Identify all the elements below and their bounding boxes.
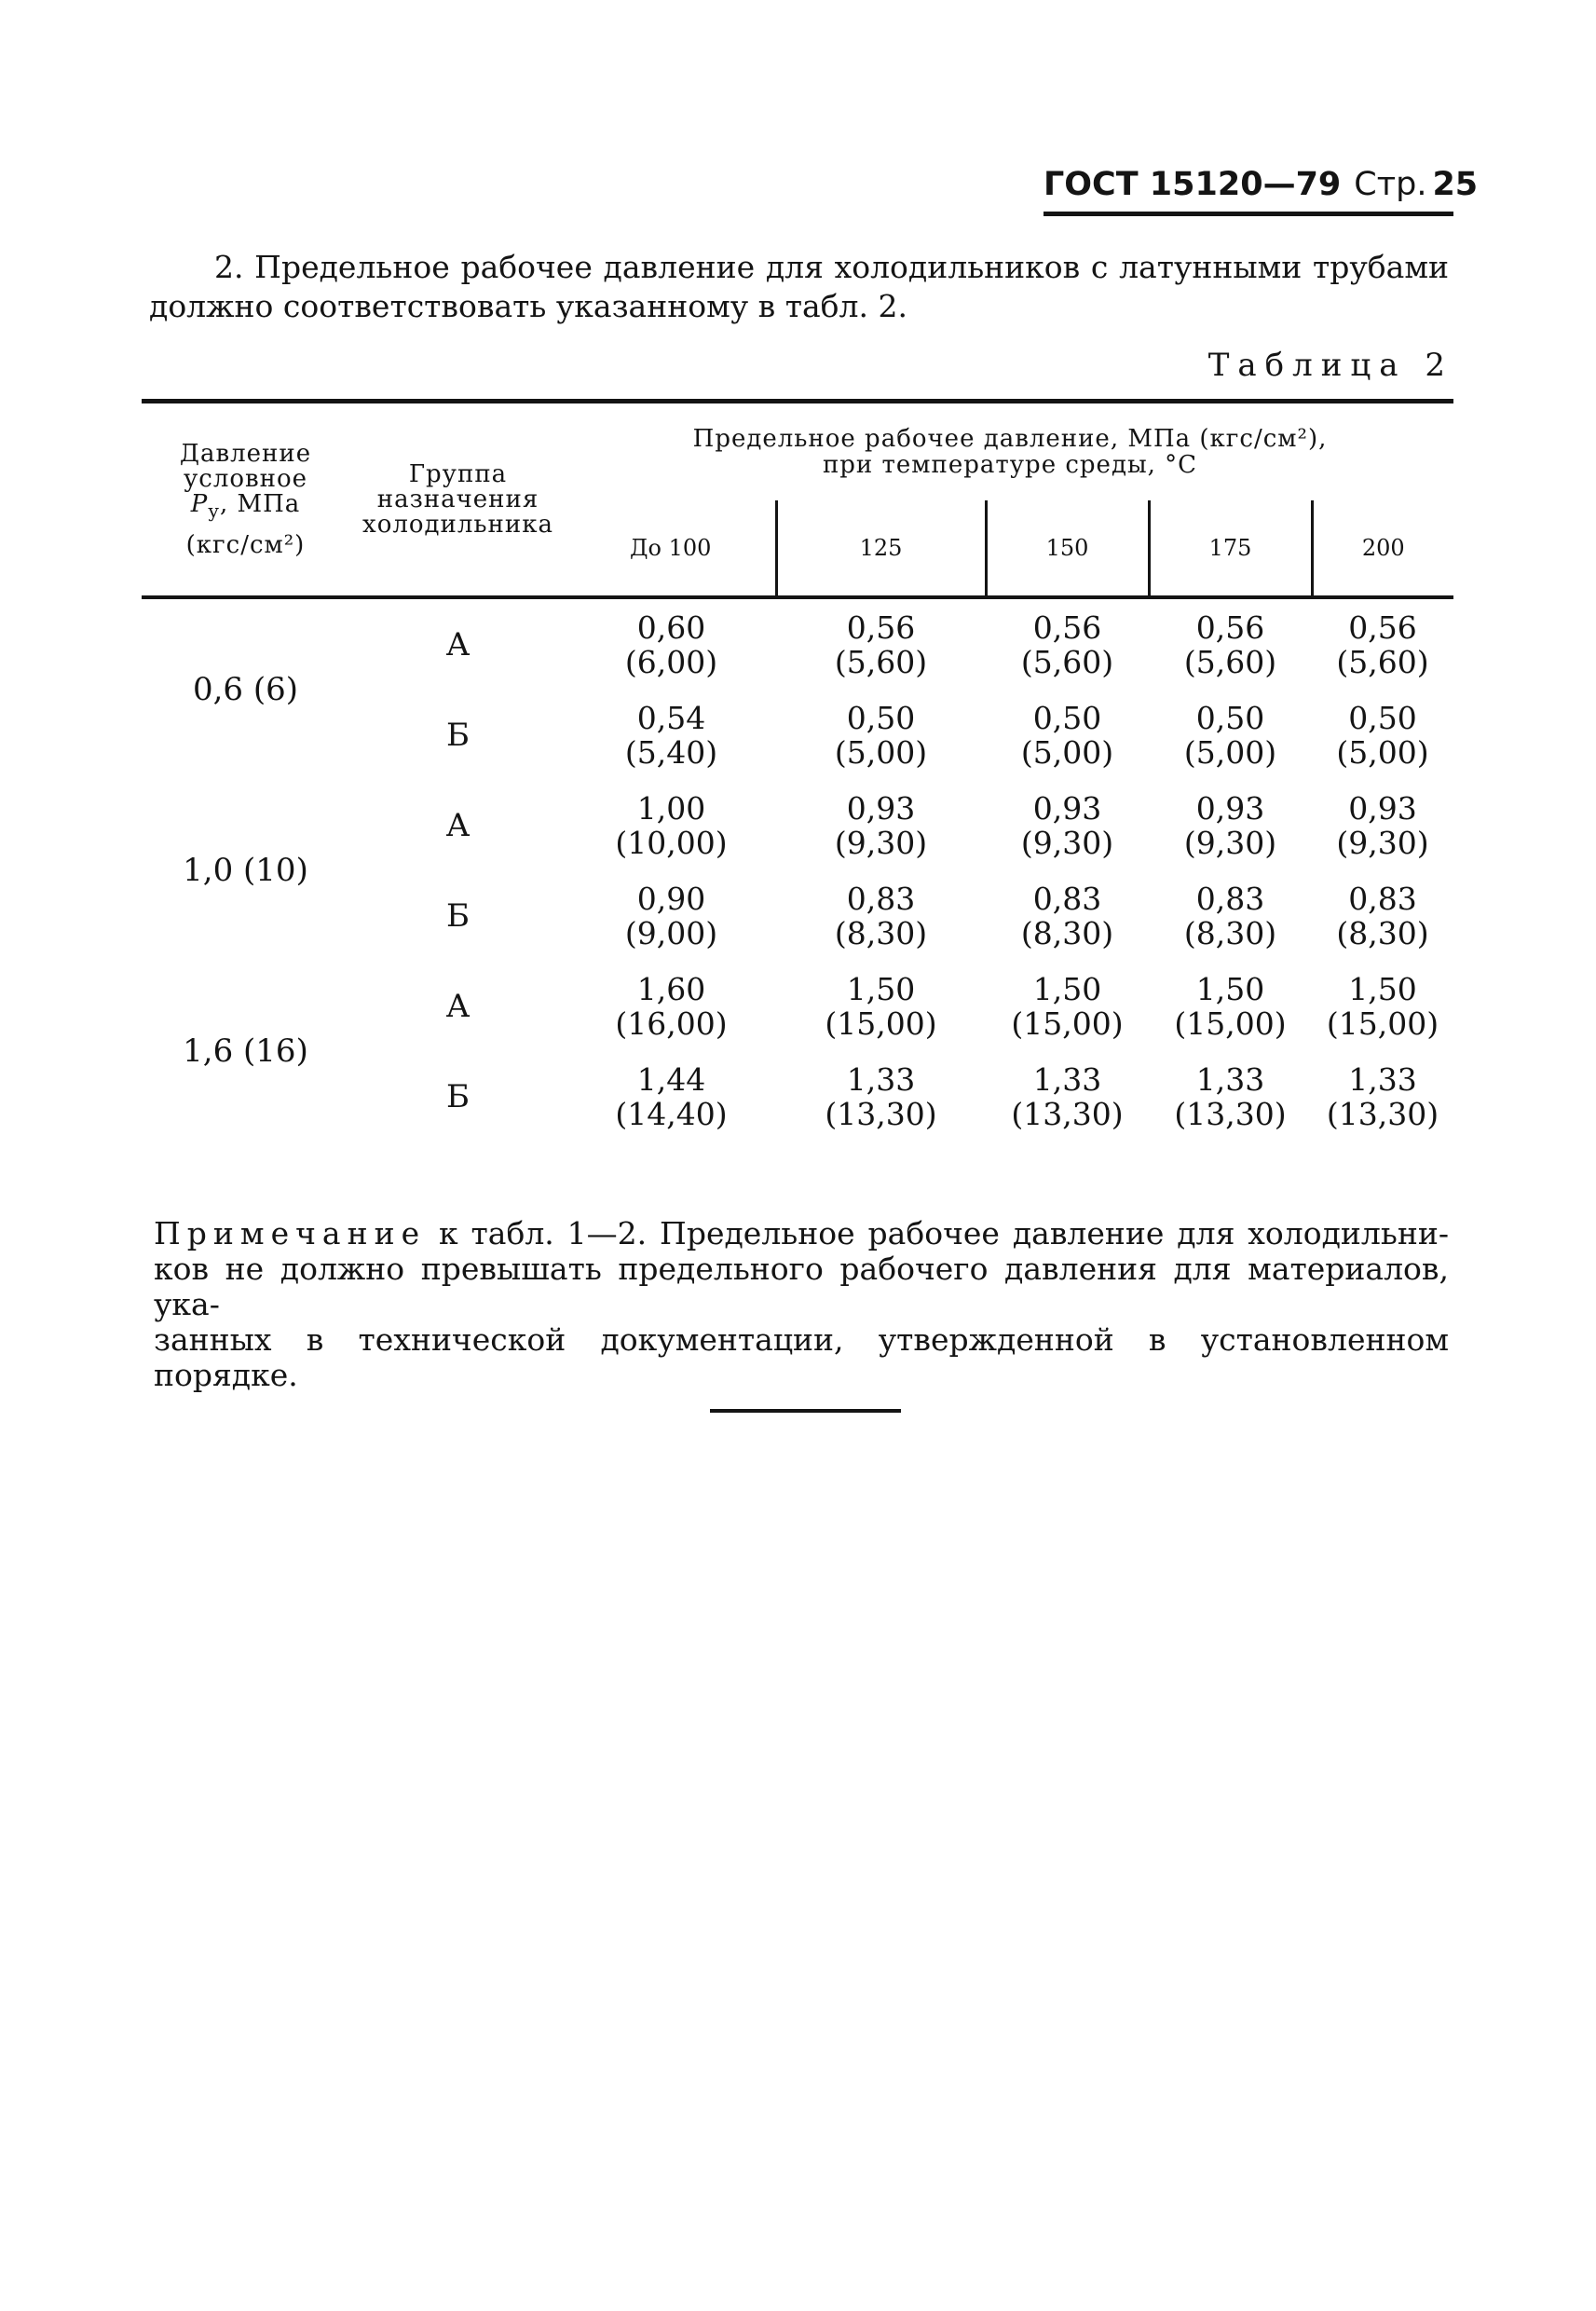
value-cell (566, 1051, 776, 1142)
page-number: 25 (1432, 166, 1479, 203)
value-kgf: (8,30) (1183, 914, 1277, 951)
group-cell: Б (446, 1077, 470, 1115)
value-cell (776, 780, 986, 870)
pressure-table (142, 399, 1453, 1142)
value-kgf: (13,30) (1011, 1095, 1124, 1132)
value-mpa: 1,50 (846, 970, 916, 1007)
value-kgf: (10,00) (615, 824, 728, 861)
value-kgf: (13,30) (1326, 1095, 1439, 1132)
temperature-header: 200 (1312, 500, 1453, 597)
value-kgf: (5,00) (1020, 733, 1114, 771)
table-note (154, 1216, 1449, 1393)
group-cell: А (445, 987, 471, 1025)
value-mpa: 0,93 (1348, 789, 1417, 827)
pressure-cell: 1,0 (10) (183, 852, 308, 889)
header-text: холодильника (362, 510, 553, 539)
note-line: ков не должно превышать предельного рабочего давления для материалов, ука- (154, 1251, 1449, 1322)
value-cell (1149, 870, 1312, 961)
value-mpa: 0,50 (1348, 699, 1417, 736)
value-cell (986, 961, 1149, 1051)
table-title: Таблица 2 (1207, 347, 1453, 384)
value-cell (566, 780, 776, 870)
value-cell (776, 690, 986, 780)
header-rule (1044, 212, 1453, 216)
value-cell (986, 597, 1149, 690)
value-cell (566, 690, 776, 780)
value-kgf: (15,00) (1326, 1005, 1439, 1042)
value-mpa: 0,93 (846, 789, 916, 827)
value-mpa: 0,90 (636, 880, 706, 917)
value-cell (1312, 870, 1453, 961)
body-paragraph (149, 248, 1449, 326)
note-line (154, 1216, 1449, 1251)
value-kgf: (8,30) (1336, 914, 1429, 951)
value-mpa: 0,60 (636, 609, 706, 646)
page-label: Стр. (1354, 166, 1427, 203)
end-rule (710, 1409, 901, 1413)
value-kgf: (9,30) (1020, 824, 1114, 861)
value-cell (776, 1051, 986, 1142)
value-mpa: 1,60 (636, 970, 706, 1007)
value-mpa: 1,33 (846, 1060, 916, 1098)
pressure-symbol: P (190, 489, 209, 518)
table-row (142, 780, 1453, 870)
value-cell (1312, 780, 1453, 870)
value-mpa: 1,50 (1195, 970, 1265, 1007)
pressure-unit: , МПа (219, 489, 301, 518)
value-cell (1149, 1051, 1312, 1142)
paragraph-line: должно соответствовать указанному в табл. 2. (149, 288, 907, 324)
value-kgf: (15,00) (1174, 1005, 1287, 1042)
value-kgf: (5,40) (624, 733, 718, 771)
value-mpa: 0,56 (1195, 609, 1265, 646)
value-kgf: (5,00) (1183, 733, 1277, 771)
value-cell (1312, 690, 1453, 780)
value-cell (776, 597, 986, 690)
table-header-row (142, 402, 1453, 501)
table-row (142, 597, 1453, 690)
note-line: занных в технической документации, утвержденной в установленном порядке. (154, 1321, 1449, 1393)
value-mpa: 1,50 (1032, 970, 1102, 1007)
standard-number: ГОСТ 15120—79 (1044, 166, 1342, 203)
value-cell (776, 961, 986, 1051)
value-cell (1149, 780, 1312, 870)
header-text: (кгс/см²) (185, 530, 306, 559)
value-kgf: (15,00) (825, 1005, 937, 1042)
value-cell (986, 1051, 1149, 1142)
value-kgf: (14,40) (615, 1095, 728, 1132)
temperature-header: 175 (1149, 500, 1312, 597)
header-text: условное (183, 464, 308, 493)
group-cell: А (445, 625, 471, 663)
value-kgf: (5,00) (1336, 733, 1429, 771)
value-cell (1149, 597, 1312, 690)
value-mpa: 0,56 (1032, 609, 1102, 646)
value-mpa: 0,50 (846, 699, 916, 736)
temperature-header: До 100 (566, 500, 776, 597)
column-header-limit-pressure (566, 402, 1453, 501)
value-mpa: 0,83 (846, 880, 916, 917)
column-header-group (349, 402, 566, 598)
value-kgf: (15,00) (1011, 1005, 1124, 1042)
value-cell (1312, 597, 1453, 690)
pressure-cell: 1,6 (16) (183, 1032, 308, 1070)
value-mpa: 0,93 (1032, 789, 1102, 827)
value-kgf: (5,60) (1020, 643, 1114, 680)
value-mpa: 0,54 (636, 699, 706, 736)
value-kgf: (9,30) (834, 824, 928, 861)
value-mpa: 0,83 (1195, 880, 1265, 917)
value-mpa: 0,83 (1348, 880, 1417, 917)
value-mpa: 0,50 (1032, 699, 1102, 736)
value-cell (1312, 961, 1453, 1051)
value-cell (776, 870, 986, 961)
value-kgf: (13,30) (825, 1095, 937, 1132)
value-mpa: 1,00 (636, 789, 706, 827)
temperature-header: 125 (776, 500, 986, 597)
group-cell: Б (446, 896, 470, 935)
paragraph-line: 2. Предельное рабочее давление для холодильников с латунными трубами (214, 249, 1449, 285)
value-mpa: 0,56 (846, 609, 916, 646)
value-cell (566, 870, 776, 961)
value-kgf: (8,30) (1020, 914, 1114, 951)
value-kgf: (9,00) (624, 914, 718, 951)
table-row (142, 961, 1453, 1051)
value-kgf: (6,00) (624, 643, 718, 680)
header-text: при температуре среды, °С (822, 451, 1198, 479)
header-text: назначения (376, 485, 539, 513)
value-kgf: (9,30) (1183, 824, 1277, 861)
value-kgf: (16,00) (615, 1005, 728, 1042)
header-text: Группа (408, 459, 508, 488)
value-cell (1149, 961, 1312, 1051)
value-cell (986, 870, 1149, 961)
value-kgf: (13,30) (1174, 1095, 1287, 1132)
value-mpa: 0,56 (1348, 609, 1417, 646)
pressure-cell: 0,6 (6) (192, 671, 299, 708)
value-mpa: 0,83 (1032, 880, 1102, 917)
value-kgf: (5,60) (1183, 643, 1277, 680)
note-text: к табл. 1—2. Предельное рабочее давление для холодильни- (426, 1215, 1449, 1251)
value-cell (1149, 690, 1312, 780)
column-header-pressure (142, 402, 349, 598)
value-kgf: (5,60) (1336, 643, 1429, 680)
value-kgf: (5,00) (834, 733, 928, 771)
value-mpa: 1,50 (1348, 970, 1417, 1007)
note-label: Примечание (154, 1215, 427, 1251)
value-mpa: 1,33 (1195, 1060, 1265, 1098)
value-mpa: 0,93 (1195, 789, 1265, 827)
value-kgf: (9,30) (1336, 824, 1429, 861)
value-cell (566, 597, 776, 690)
header-text (142, 489, 349, 524)
group-cell: Б (446, 716, 470, 754)
page-header (1044, 166, 1479, 203)
value-cell (986, 690, 1149, 780)
value-mpa: 1,33 (1348, 1060, 1417, 1098)
value-kgf: (8,30) (834, 914, 928, 951)
value-mpa: 1,44 (636, 1060, 706, 1098)
value-cell (566, 961, 776, 1051)
value-mpa: 1,33 (1032, 1060, 1102, 1098)
header-text: Давление (179, 439, 312, 468)
temperature-header: 150 (986, 500, 1149, 597)
group-cell: А (445, 806, 471, 844)
value-cell (986, 780, 1149, 870)
header-text: Предельное рабочее давление, МПа (кгс/см²), (692, 425, 1328, 453)
value-mpa: 0,50 (1195, 699, 1265, 736)
value-kgf: (5,60) (834, 643, 928, 680)
pressure-subscript: у (208, 499, 220, 522)
value-cell (1312, 1051, 1453, 1142)
